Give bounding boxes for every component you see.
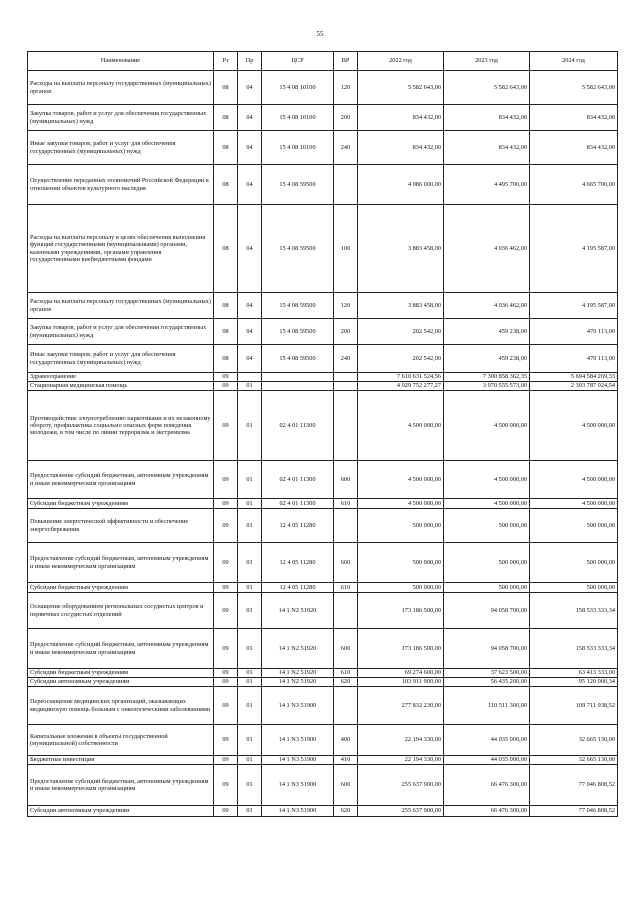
cell-y2022: 834 432,00	[358, 105, 444, 131]
cell-rz: 08	[214, 105, 238, 131]
cell-csr: 15 4 08 10100	[262, 131, 334, 165]
table-row	[28, 543, 618, 583]
cell-rz: 09	[214, 756, 238, 765]
cell-name: Осуществление переданных полномочий Российской Федерации в отношении объектов культурного наследия	[28, 165, 214, 205]
cell-pr: 04	[238, 319, 262, 345]
cell-name: Предоставление субсидий бюджетным, автономным учреждениям и иным некоммерческим организациям	[28, 765, 214, 806]
cell-y2023: 459 238,00	[444, 345, 530, 373]
cell-pr: 04	[238, 293, 262, 319]
cell-pr: 01	[238, 509, 262, 543]
cell-name: Повышение энергетической эффективности и обеспечение энергосбережения	[28, 509, 214, 543]
table-row	[28, 373, 618, 382]
cell-y2023: 834 432,00	[444, 131, 530, 165]
cell-y2022: 202 542,00	[358, 319, 444, 345]
cell-y2024: 32 665 130,00	[530, 756, 618, 765]
cell-csr: 12 4 05 11280	[262, 583, 334, 593]
cell-vr	[334, 382, 358, 391]
cell-pr: 01	[238, 756, 262, 765]
cell-name: Иные закупки товаров, работ и услуг для обеспечения государственных (муниципальных) нужд	[28, 345, 214, 373]
cell-name: Субсидии бюджетным учреждениям	[28, 499, 214, 509]
cell-y2023: 110 511 300,00	[444, 687, 530, 725]
cell-y2023: 500 000,00	[444, 543, 530, 583]
cell-pr: 01	[238, 543, 262, 583]
cell-y2024: 158 533 333,34	[530, 593, 618, 629]
cell-y2022: 4 029 752 277,27	[358, 382, 444, 391]
cell-y2023: 66 476 300,00	[444, 765, 530, 806]
header-2022: 2022 год	[358, 52, 444, 71]
cell-y2023: 4 495 700,00	[444, 165, 530, 205]
cell-y2024: 4 195 587,00	[530, 205, 618, 293]
cell-pr: 01	[238, 382, 262, 391]
cell-name: Субсидии автономным учреждениям	[28, 806, 214, 817]
cell-rz: 09	[214, 687, 238, 725]
cell-y2024: 500 000,00	[530, 543, 618, 583]
cell-y2023: 834 432,00	[444, 105, 530, 131]
header-name: Наименование	[28, 52, 214, 71]
cell-y2023: 4 036 462,00	[444, 205, 530, 293]
cell-y2022: 173 186 500,00	[358, 629, 444, 669]
cell-name: Оснащение оборудованием региональных сосудистых центров и первичных сосудистых отделений	[28, 593, 214, 629]
cell-y2022: 22 194 330,00	[358, 756, 444, 765]
cell-rz: 09	[214, 725, 238, 756]
cell-rz: 08	[214, 71, 238, 105]
cell-rz: 09	[214, 382, 238, 391]
cell-y2022: 4 086 000,00	[358, 165, 444, 205]
cell-vr: 100	[334, 205, 358, 293]
cell-vr: 610	[334, 499, 358, 509]
cell-y2023: 94 058 700,00	[444, 629, 530, 669]
cell-vr	[334, 165, 358, 205]
cell-pr: 04	[238, 131, 262, 165]
cell-y2022: 22 194 330,00	[358, 725, 444, 756]
cell-vr: 600	[334, 461, 358, 499]
cell-csr: 15 4 08 10100	[262, 71, 334, 105]
cell-csr: 15 4 08 10100	[262, 105, 334, 131]
cell-csr	[262, 382, 334, 391]
cell-vr: 410	[334, 756, 358, 765]
cell-name: Здравоохранение	[28, 373, 214, 382]
cell-y2024: 95 120 000,34	[530, 678, 618, 687]
cell-y2022: 834 432,00	[358, 131, 444, 165]
header-rz: Рз	[214, 52, 238, 71]
cell-y2024: 4 665 700,00	[530, 165, 618, 205]
cell-vr	[334, 509, 358, 543]
cell-y2022: 69 274 600,00	[358, 669, 444, 678]
cell-csr: 15 4 08 59500	[262, 319, 334, 345]
table-row	[28, 756, 618, 765]
cell-y2023: 459 238,00	[444, 319, 530, 345]
cell-pr: 04	[238, 165, 262, 205]
cell-y2023: 3 970 555 573,00	[444, 382, 530, 391]
cell-y2022: 277 832 230,00	[358, 687, 444, 725]
cell-y2023: 56 435 200,00	[444, 678, 530, 687]
table-row	[28, 669, 618, 678]
cell-vr: 240	[334, 345, 358, 373]
cell-y2022: 500 000,00	[358, 543, 444, 583]
cell-pr: 01	[238, 391, 262, 461]
cell-name: Субсидии бюджетным учреждениям	[28, 583, 214, 593]
cell-csr: 14 1 N2 51920	[262, 669, 334, 678]
cell-y2023: 5 582 643,00	[444, 71, 530, 105]
cell-name: Расходы на выплаты персоналу государственных (муниципальных) органов	[28, 71, 214, 105]
cell-csr: 02 4 01 11300	[262, 461, 334, 499]
cell-vr	[334, 687, 358, 725]
cell-y2023: 4 500 000,00	[444, 461, 530, 499]
table-row	[28, 319, 618, 345]
cell-vr: 600	[334, 629, 358, 669]
cell-name: Противодействие злоупотреблению наркотиками и их незаконному обороту, профилактика социально опасных форм поведения молодежи, в том числе по линии терроризма и экстремизма	[28, 391, 214, 461]
cell-rz: 08	[214, 131, 238, 165]
cell-csr: 15 4 08 59500	[262, 293, 334, 319]
cell-pr: 04	[238, 345, 262, 373]
header-2024: 2024 год	[530, 52, 618, 71]
cell-name: Переоснащение медицинских организаций, оказывающих медицинскую помощь больным с онкологическими заболеваниями	[28, 687, 214, 725]
table-row	[28, 71, 618, 105]
table-row	[28, 725, 618, 756]
cell-y2024: 77 046 808,52	[530, 765, 618, 806]
table-header-row	[28, 52, 618, 71]
table-row	[28, 629, 618, 669]
cell-y2024: 470 113,00	[530, 319, 618, 345]
cell-rz: 09	[214, 509, 238, 543]
cell-pr: 01	[238, 593, 262, 629]
cell-name: Субсидии бюджетным учреждениям	[28, 669, 214, 678]
cell-pr: 01	[238, 806, 262, 817]
cell-csr: 15 4 08 59500	[262, 345, 334, 373]
cell-rz: 08	[214, 293, 238, 319]
cell-rz: 09	[214, 629, 238, 669]
cell-name: Закупка товаров, работ и услуг для обеспечения государственных (муниципальных) нужд	[28, 105, 214, 131]
table-row	[28, 165, 618, 205]
header-pr: Пр	[238, 52, 262, 71]
cell-y2023: 66 476 300,00	[444, 806, 530, 817]
cell-y2024: 5 582 643,00	[530, 71, 618, 105]
cell-y2024: 4 500 000,00	[530, 499, 618, 509]
table-row	[28, 293, 618, 319]
cell-vr: 620	[334, 806, 358, 817]
cell-y2024: 2 393 787 024,54	[530, 382, 618, 391]
cell-rz: 09	[214, 669, 238, 678]
cell-csr: 14 1 N2 51920	[262, 629, 334, 669]
cell-csr: 12 4 05 11280	[262, 509, 334, 543]
cell-y2024: 158 533 333,34	[530, 629, 618, 669]
cell-y2022: 500 000,00	[358, 509, 444, 543]
cell-y2022: 4 500 000,00	[358, 391, 444, 461]
cell-name: Предоставление субсидий бюджетным, автономным учреждениям и иным некоммерческим организациям	[28, 629, 214, 669]
cell-rz: 09	[214, 765, 238, 806]
table-row	[28, 687, 618, 725]
table-row	[28, 509, 618, 543]
header-vr: ВР	[334, 52, 358, 71]
table-row	[28, 806, 618, 817]
header-2023: 2023 год	[444, 52, 530, 71]
cell-y2023: 4 500 000,00	[444, 391, 530, 461]
table-row	[28, 382, 618, 391]
cell-rz: 09	[214, 461, 238, 499]
table-row	[28, 678, 618, 687]
cell-rz: 09	[214, 806, 238, 817]
cell-csr: 14 1 N2 51920	[262, 593, 334, 629]
cell-y2024: 500 000,00	[530, 583, 618, 593]
cell-name: Бюджетные инвестиции	[28, 756, 214, 765]
cell-y2023: 500 000,00	[444, 509, 530, 543]
cell-y2022: 3 883 458,00	[358, 205, 444, 293]
page-number: 55	[316, 30, 324, 38]
cell-csr: 14 1 N3 51900	[262, 765, 334, 806]
cell-name: Предоставление субсидий бюджетным, автономным учреждениям и иным некоммерческим организациям	[28, 543, 214, 583]
cell-y2023: 500 000,00	[444, 583, 530, 593]
cell-pr: 01	[238, 678, 262, 687]
cell-rz: 08	[214, 319, 238, 345]
cell-vr: 400	[334, 725, 358, 756]
cell-pr: 01	[238, 669, 262, 678]
cell-csr: 02 4 01 11300	[262, 391, 334, 461]
cell-rz: 09	[214, 543, 238, 583]
cell-vr	[334, 373, 358, 382]
cell-csr: 14 1 N2 51920	[262, 678, 334, 687]
cell-y2022: 7 610 631 524,56	[358, 373, 444, 382]
cell-y2024: 4 195 587,00	[530, 293, 618, 319]
cell-y2023: 4 036 462,00	[444, 293, 530, 319]
cell-vr: 240	[334, 131, 358, 165]
cell-pr: 01	[238, 499, 262, 509]
cell-y2024: 63 413 333,00	[530, 669, 618, 678]
cell-name: Иные закупки товаров, работ и услуг для обеспечения государственных (муниципальных) нужд	[28, 131, 214, 165]
cell-vr: 200	[334, 319, 358, 345]
cell-pr: 01	[238, 687, 262, 725]
cell-vr	[334, 391, 358, 461]
cell-csr: 14 1 N3 51900	[262, 756, 334, 765]
cell-csr: 14 1 N3 51900	[262, 806, 334, 817]
cell-rz: 09	[214, 678, 238, 687]
cell-name: Капитальные вложения в объекты государственной (муниципальной) собственности	[28, 725, 214, 756]
cell-pr: 04	[238, 205, 262, 293]
cell-csr: 02 4 01 11300	[262, 499, 334, 509]
cell-vr: 620	[334, 678, 358, 687]
cell-y2023: 37 623 500,00	[444, 669, 530, 678]
cell-pr: 01	[238, 765, 262, 806]
cell-name: Закупка товаров, работ и услуг для обеспечения государственных (муниципальных) нужд	[28, 319, 214, 345]
cell-pr	[238, 373, 262, 382]
cell-y2023: 44 035 000,00	[444, 725, 530, 756]
cell-name: Предоставление субсидий бюджетным, автономным учреждениям и иным некоммерческим организациям	[28, 461, 214, 499]
cell-rz: 08	[214, 345, 238, 373]
table-row	[28, 499, 618, 509]
cell-name: Расходы на выплаты персоналу в целях обеспечения выполнения функций государственными (муниципальными) органами, казенными учреждениями, органами управления государственными внебюджетными фондами	[28, 205, 214, 293]
cell-y2022: 103 911 900,00	[358, 678, 444, 687]
cell-vr: 600	[334, 543, 358, 583]
cell-rz: 09	[214, 373, 238, 382]
cell-csr	[262, 373, 334, 382]
cell-y2023: 44 035 000,00	[444, 756, 530, 765]
cell-y2024: 4 500 000,00	[530, 391, 618, 461]
cell-name: Стационарная медицинская помощь	[28, 382, 214, 391]
table-row	[28, 583, 618, 593]
table-row	[28, 593, 618, 629]
cell-y2024: 4 500 000,00	[530, 461, 618, 499]
cell-rz: 09	[214, 593, 238, 629]
table-row	[28, 461, 618, 499]
table-row	[28, 345, 618, 373]
cell-pr: 01	[238, 629, 262, 669]
cell-name: Субсидии автономным учреждениям	[28, 678, 214, 687]
cell-y2022: 500 000,00	[358, 583, 444, 593]
cell-y2024: 32 665 130,00	[530, 725, 618, 756]
cell-pr: 04	[238, 71, 262, 105]
cell-y2024: 500 000,00	[530, 509, 618, 543]
table-row	[28, 131, 618, 165]
cell-vr: 120	[334, 293, 358, 319]
cell-y2024: 5 694 584 269,33	[530, 373, 618, 382]
cell-y2022: 4 500 000,00	[358, 461, 444, 499]
cell-csr: 15 4 08 59500	[262, 205, 334, 293]
cell-y2024: 834 432,00	[530, 105, 618, 131]
cell-name: Расходы на выплаты персоналу государственных (муниципальных) органов	[28, 293, 214, 319]
cell-y2023: 94 058 700,00	[444, 593, 530, 629]
cell-rz: 09	[214, 391, 238, 461]
cell-pr: 01	[238, 461, 262, 499]
cell-y2022: 202 542,00	[358, 345, 444, 373]
cell-y2022: 255 637 900,00	[358, 765, 444, 806]
budget-table	[27, 51, 618, 817]
cell-pr: 01	[238, 583, 262, 593]
cell-rz: 09	[214, 583, 238, 593]
cell-vr: 120	[334, 71, 358, 105]
header-csr: ЦСР	[262, 52, 334, 71]
cell-y2024: 834 432,00	[530, 131, 618, 165]
cell-vr: 200	[334, 105, 358, 131]
cell-csr: 14 1 N3 51900	[262, 725, 334, 756]
cell-y2023: 4 500 000,00	[444, 499, 530, 509]
cell-y2022: 5 582 643,00	[358, 71, 444, 105]
table-row	[28, 205, 618, 293]
cell-y2022: 3 883 458,00	[358, 293, 444, 319]
cell-y2024: 77 046 808,52	[530, 806, 618, 817]
cell-pr: 01	[238, 725, 262, 756]
table-row	[28, 765, 618, 806]
cell-vr: 610	[334, 583, 358, 593]
cell-rz: 08	[214, 165, 238, 205]
cell-csr: 15 4 08 59500	[262, 165, 334, 205]
cell-y2022: 173 186 500,00	[358, 593, 444, 629]
cell-rz: 09	[214, 499, 238, 509]
cell-vr: 600	[334, 765, 358, 806]
cell-y2024: 109 711 938,52	[530, 687, 618, 725]
cell-csr: 12 4 05 11280	[262, 543, 334, 583]
cell-y2023: 7 300 858 362,35	[444, 373, 530, 382]
table-row	[28, 391, 618, 461]
cell-rz: 08	[214, 205, 238, 293]
cell-csr: 14 1 N3 51900	[262, 687, 334, 725]
table-row	[28, 105, 618, 131]
cell-y2022: 255 637 900,00	[358, 806, 444, 817]
cell-y2022: 4 500 000,00	[358, 499, 444, 509]
cell-pr: 04	[238, 105, 262, 131]
cell-y2024: 470 113,00	[530, 345, 618, 373]
cell-vr	[334, 593, 358, 629]
cell-vr: 610	[334, 669, 358, 678]
